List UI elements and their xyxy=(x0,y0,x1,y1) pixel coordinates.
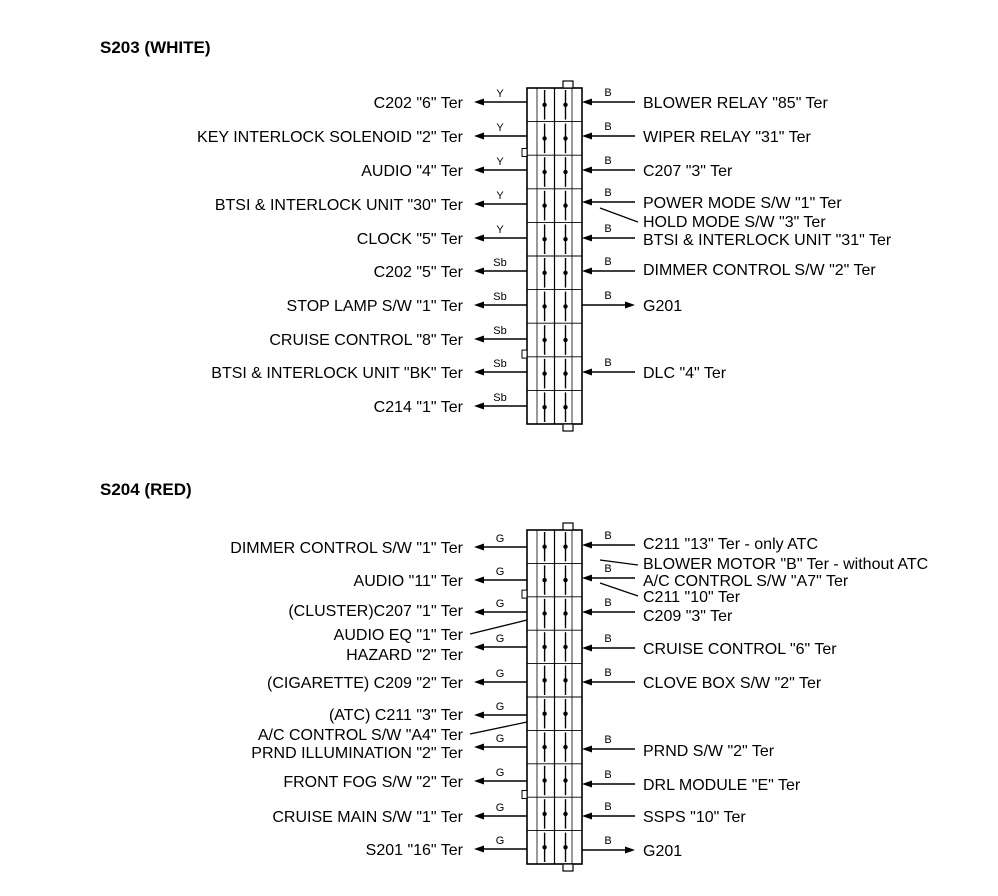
s203-right-label: BTSI & INTERLOCK UNIT "31" Ter xyxy=(643,232,892,249)
s203-left-wire-color: Sb xyxy=(493,257,507,269)
s204-left-label: (ATC) C211 "3" Ter xyxy=(328,707,463,724)
s204-left-wire-color: G xyxy=(495,767,505,779)
s203-right-arrow xyxy=(582,268,635,275)
s204-right-wire-color: B xyxy=(604,835,612,847)
s203-left-label: STOP LAMP S/W "1" Ter xyxy=(286,298,463,315)
s204-right-arrow xyxy=(582,781,635,788)
s203-left-wire-color: Sb xyxy=(493,358,507,370)
s204-left-label: AUDIO "11" Ter xyxy=(353,573,463,590)
s204-right-wire-color: B xyxy=(604,563,612,575)
s204-connector xyxy=(522,523,582,871)
s204-right-arrow xyxy=(582,645,635,652)
s204-right-wire-color: B xyxy=(604,769,612,781)
s203-right-label: DIMMER CONTROL S/W "2" Ter xyxy=(643,262,876,279)
s204-right-wire-color: B xyxy=(604,633,612,645)
s203-left-label: CRUISE CONTROL "8" Ter xyxy=(269,332,463,349)
s204-right-label: BLOWER MOTOR "B" Ter - without ATC xyxy=(643,556,929,573)
s203-right-arrow xyxy=(582,167,635,174)
s204-left-label: (CLUSTER)C207 "1" Ter xyxy=(288,603,463,620)
s203-left-wire-color: Sb xyxy=(493,291,507,303)
s203-left-label: AUDIO "4" Ter xyxy=(361,163,463,180)
s204-left-wire-color: G xyxy=(495,566,505,578)
s203-right-wire-color: B xyxy=(604,290,612,302)
s204-left-label: DIMMER CONTROL S/W "1" Ter xyxy=(230,540,463,557)
s204-split-line xyxy=(600,583,638,596)
s204-left-label: AUDIO EQ "1" Ter xyxy=(333,627,463,644)
s203-right-label: POWER MODE S/W "1" Ter xyxy=(643,195,842,212)
s203-left-label: BTSI & INTERLOCK UNIT "BK" Ter xyxy=(211,365,463,382)
s204-left-label: S201 "16" Ter xyxy=(365,842,463,859)
s204-left-wire-color: G xyxy=(495,668,505,680)
s203-right-wire-color: B xyxy=(604,155,612,167)
s204-right-arrow xyxy=(582,679,635,686)
s203-right-label: DLC "4" Ter xyxy=(643,365,727,382)
s204-left-label: A/C CONTROL S/W "A4" Ter xyxy=(257,727,463,744)
s204-right-label: C211 "10" Ter xyxy=(643,589,741,606)
s204-left-wire-color: G xyxy=(495,633,505,645)
s203-left-label: C214 "1" Ter xyxy=(373,399,463,416)
s204-right-label: DRL MODULE "E" Ter xyxy=(643,777,801,794)
s204-left-label: PRND ILLUMINATION "2" Ter xyxy=(251,745,463,762)
s203-left-wire-color: Y xyxy=(496,88,504,100)
s204-left-label: (CIGARETTE) C209 "2" Ter xyxy=(267,675,463,692)
s204-right-wire-color: B xyxy=(604,801,612,813)
s203-right-arrow xyxy=(582,199,635,206)
s204-left-wire-color: G xyxy=(495,835,505,847)
s204-right-arrow xyxy=(582,542,635,549)
s204-right-arrow xyxy=(582,575,635,582)
s203-left-wire-color: Sb xyxy=(493,392,507,404)
s204-right-wire-color: B xyxy=(604,597,612,609)
s204-left-wire-color: G xyxy=(495,802,505,814)
s204-right-wire-color: B xyxy=(604,667,612,679)
s203-left-label: KEY INTERLOCK SOLENOID "2" Ter xyxy=(197,129,463,146)
s204-right-arrow xyxy=(582,813,635,820)
s204-right-wire-color: B xyxy=(604,734,612,746)
s204-right-label: A/C CONTROL S/W "A7" Ter xyxy=(643,573,849,590)
s203-left-label: CLOCK "5" Ter xyxy=(356,231,463,248)
s204-left-wire-color: G xyxy=(495,598,505,610)
s203-left-wire-color: Sb xyxy=(493,325,507,337)
s203-connector xyxy=(522,81,582,431)
s204-left-label: CRUISE MAIN S/W "1" Ter xyxy=(272,809,463,826)
s203-right-arrow xyxy=(582,369,635,376)
s203-right-wire-color: B xyxy=(604,121,612,133)
s203-right-wire-color: B xyxy=(604,256,612,268)
s203-left-wire-color: Y xyxy=(496,190,504,202)
s203-left-label: C202 "6" Ter xyxy=(373,95,463,112)
s203-left-wire-color: Y xyxy=(496,156,504,168)
s203-right-arrow xyxy=(582,133,635,140)
s203-right-wire-color: B xyxy=(604,357,612,369)
s203-right-label: HOLD MODE S/W "3" Ter xyxy=(643,214,826,231)
s203-left-wire-color: Y xyxy=(496,122,504,134)
s204-right-label: G201 xyxy=(643,843,683,860)
s203-title: S203 (WHITE) xyxy=(100,38,211,57)
s203-right-wire-color: B xyxy=(604,223,612,235)
s204-left-wire-color: G xyxy=(495,701,505,713)
s203-right-arrow xyxy=(582,302,635,309)
s203-left-label: C202 "5" Ter xyxy=(373,264,463,281)
s203-left-wire-color: Y xyxy=(496,224,504,236)
s204-right-arrow xyxy=(582,746,635,753)
s204-right-label: CRUISE CONTROL "6" Ter xyxy=(643,641,837,658)
s204-right-arrow xyxy=(582,847,635,854)
s203-right-label: WIPER RELAY "31" Ter xyxy=(643,129,811,146)
s203-left-label: BTSI & INTERLOCK UNIT "30" Ter xyxy=(214,197,463,214)
s203-right-label: G201 xyxy=(643,298,683,315)
s204-left-wire-color: G xyxy=(495,533,505,545)
s204-right-label: C211 "13" Ter - only ATC xyxy=(643,536,818,553)
s204-right-label: C209 "3" Ter xyxy=(643,608,733,625)
s204-right-arrow xyxy=(582,609,635,616)
s204-left-wire-color: G xyxy=(495,733,505,745)
s204-right-wire-color: B xyxy=(604,530,612,542)
s203-right-arrow xyxy=(582,99,635,106)
s204-right-label: SSPS "10" Ter xyxy=(643,809,746,826)
s203-split-line xyxy=(600,208,638,222)
s204-right-label: CLOVE BOX S/W "2" Ter xyxy=(643,675,822,692)
s204-left-label: HAZARD "2" Ter xyxy=(346,647,463,664)
s203-right-arrow xyxy=(582,235,635,242)
s204-title: S204 (RED) xyxy=(100,480,192,499)
s203-right-label: C207 "3" Ter xyxy=(643,163,733,180)
s204-right-label: PRND S/W "2" Ter xyxy=(643,743,775,760)
s203-right-label: BLOWER RELAY "85" Ter xyxy=(643,95,828,112)
s204-left-label: FRONT FOG S/W "2" Ter xyxy=(283,774,463,791)
s204-split-line xyxy=(470,620,527,634)
s203-right-wire-color: B xyxy=(604,187,612,199)
s203-right-wire-color: B xyxy=(604,87,612,99)
